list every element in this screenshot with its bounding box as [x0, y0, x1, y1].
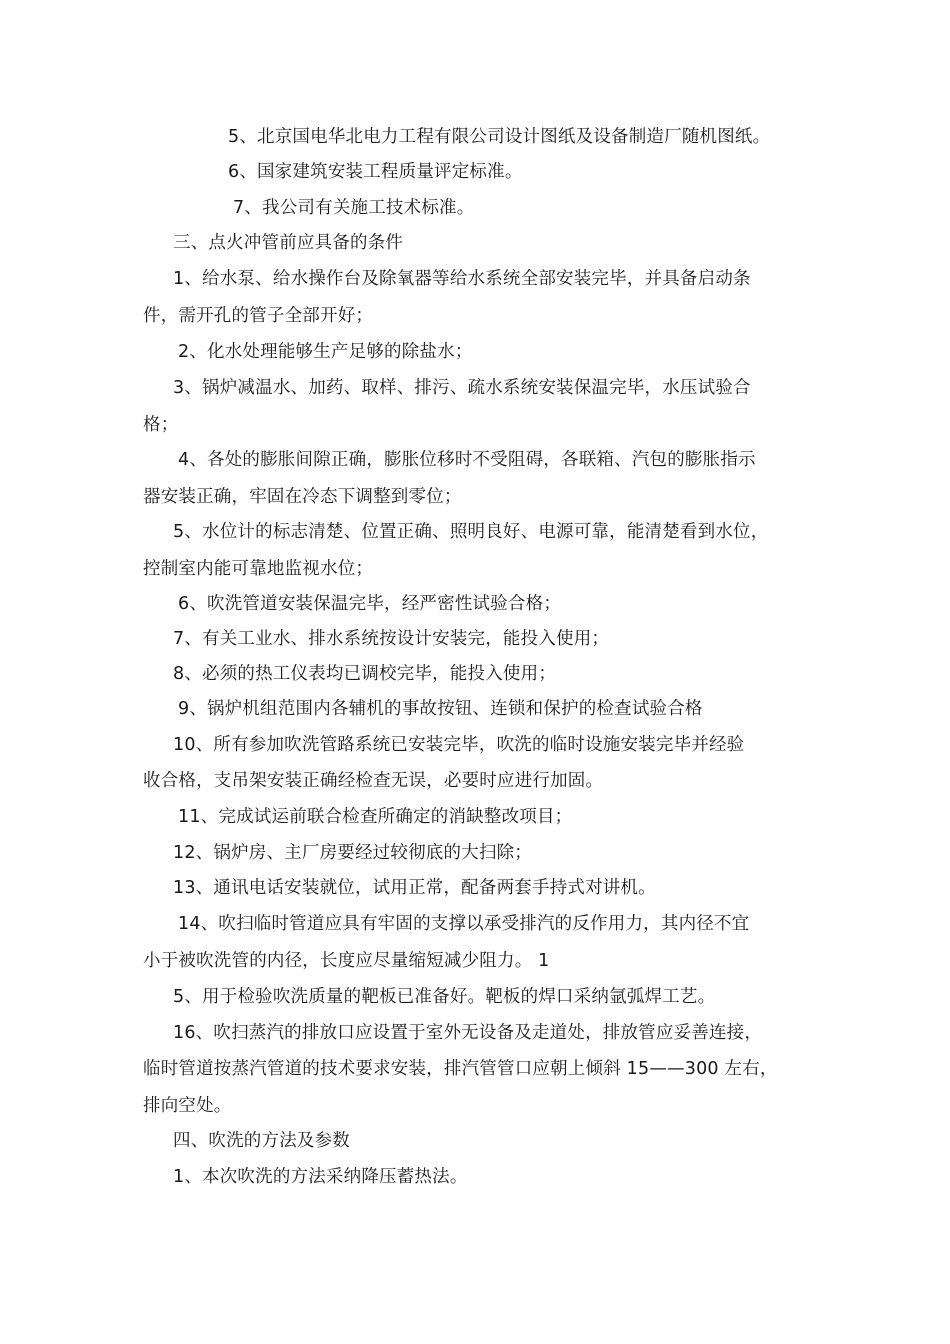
text-line-2: 6、国家建筑安装工程质量评定标准。 [228, 162, 523, 182]
text-line-12: 5、水位计的标志清楚、位置正确、照明良好、电源可靠，能清楚看到水位， [173, 522, 769, 542]
section-heading-3: 三、点火冲管前应具备的条件 [173, 233, 404, 253]
text-line-9: 格； [143, 415, 179, 435]
text-line-28: 排向空处。 [143, 1096, 232, 1116]
text-line-5: 1、给水泵、给水操作台及除氧器等给水系统全部安装完毕，并具备启动条 [173, 269, 751, 289]
text-line-10: 4、各处的膨胀间隙正确，膨胀位移时不受阻碍，各联箱、汽包的膨胀指示 [178, 450, 756, 470]
text-line-20: 11、完成试运前联合检查所确定的消缺整改项目； [178, 807, 573, 827]
text-line-14: 6、吹洗管道安装保温完毕，经严密性试验合格； [178, 594, 562, 614]
text-line-6: 件，需开孔的管子全部开好； [143, 306, 374, 326]
text-line-15: 7、有关工业水、排水系统按设计安装完，能投入使用； [173, 629, 610, 649]
text-line-23: 14、吹扫临时管道应具有牢固的支撑以承受排汽的反作用力，其内径不宜 [178, 914, 750, 934]
section-heading-4: 四、吹洗的方法及参数 [173, 1131, 350, 1151]
text-line-18: 10、所有参加吹洗管路系统已安装完毕，吹洗的临时设施安装完毕并经验 [173, 735, 745, 755]
text-line-24: 小于被吹洗管的内径，长度应尽量缩短减少阻力。 1 [143, 951, 550, 971]
text-line-27: 临时管道按蒸汽管道的技术要求安装，排汽管管口应朝上倾斜 15——300 左右， [143, 1059, 778, 1079]
text-line-3: 7、我公司有关施工技术标准。 [233, 198, 475, 218]
text-line-11: 器安装正确，牢固在冷态下调整到零位； [143, 487, 462, 507]
text-line-26: 16、吹扫蒸汽的排放口应设置于室外无设备及走道处，排放管应妥善连接， [173, 1023, 763, 1043]
text-line-1: 5、北京国电华北电力工程有限公司设计图纸及设备制造厂随机图纸。 [228, 127, 771, 147]
text-line-16: 8、必须的热工仪表均已调校完毕，能投入使用； [173, 664, 557, 684]
text-line-7: 2、化水处理能够生产足够的除盐水； [178, 342, 473, 362]
text-line-30: 1、本次吹洗的方法采纳降压蓄热法。 [173, 1167, 468, 1187]
text-line-22: 13、通讯电话安装就位，试用正常，配备两套手持式对讲机。 [173, 878, 656, 898]
text-line-19: 收合格，支吊架安装正确经检查无误，必要时应进行加固。 [143, 771, 604, 791]
text-line-17: 9、锅炉机组范围内各辅机的事故按钮、连锁和保护的检查试验合格 [178, 699, 703, 719]
text-line-8: 3、锅炉减温水、加药、取样、排污、疏水系统安装保温完毕，水压试验合 [173, 378, 751, 398]
text-line-21: 12、锅炉房、主厂房要经过较彻底的大扫除； [173, 843, 532, 863]
text-line-25: 5、用于检验吹洗质量的靶板已准备好。靶板的焊口采纳氩弧焊工艺。 [173, 987, 716, 1007]
text-line-13: 控制室内能可靠地监视水位； [143, 559, 374, 579]
